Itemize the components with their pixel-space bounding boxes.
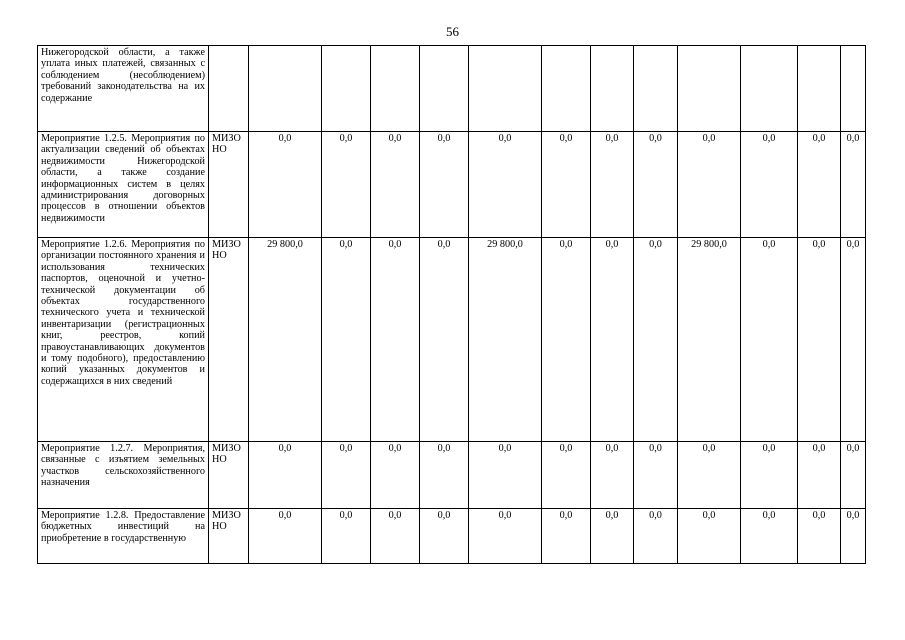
- value-cell: 0,0: [841, 509, 866, 564]
- activity-name-cell: Мероприятие 1.2.8. Предоставление бюджетных инвестиций на приобретение в государственную: [38, 509, 209, 564]
- value-cell: [798, 46, 841, 132]
- value-cell: [542, 46, 591, 132]
- activity-name-cell: Нижегородской области, а также уплата иных платежей, связанных с соблюдением (несоблюдением) требований законодательства на их содержание: [38, 46, 209, 132]
- value-cell: [322, 46, 371, 132]
- value-cell: 0,0: [322, 238, 371, 442]
- value-cell: 0,0: [371, 238, 420, 442]
- value-cell: 0,0: [469, 442, 542, 509]
- value-cell: 0,0: [371, 132, 420, 238]
- value-cell: 0,0: [678, 442, 741, 509]
- value-cell: 0,0: [678, 509, 741, 564]
- value-cell: 0,0: [841, 238, 866, 442]
- value-cell: [420, 46, 469, 132]
- value-cell: 0,0: [542, 442, 591, 509]
- value-cell: 0,0: [798, 509, 841, 564]
- value-cell: 0,0: [420, 238, 469, 442]
- value-cell: 0,0: [591, 509, 634, 564]
- value-cell: 0,0: [591, 238, 634, 442]
- value-cell: 0,0: [591, 442, 634, 509]
- executor-cell: МИЗО НО: [209, 238, 249, 442]
- value-cell: 0,0: [841, 132, 866, 238]
- value-cell: 0,0: [591, 132, 634, 238]
- value-cell: [841, 46, 866, 132]
- value-cell: 29 800,0: [469, 238, 542, 442]
- value-cell: 0,0: [249, 509, 322, 564]
- value-cell: 0,0: [322, 132, 371, 238]
- value-cell: 0,0: [798, 442, 841, 509]
- executor-cell: МИЗО НО: [209, 442, 249, 509]
- executor-cell: МИЗО НО: [209, 509, 249, 564]
- value-cell: 0,0: [542, 509, 591, 564]
- budget-table: [37, 45, 866, 564]
- value-cell: [371, 46, 420, 132]
- value-cell: 0,0: [249, 442, 322, 509]
- activity-name-cell: Мероприятие 1.2.6. Мероприятия по организации постоянного хранения и использования технических паспортов, оценочной и учетно-технической документации об объектах государственного технического учета и технической инвентаризации (регистрационных книг, реестров, копий правоустанавливающих документов и тому подобного), предоставлению копий указанных документов и содержащихся в них сведений: [38, 238, 209, 442]
- value-cell: 0,0: [542, 132, 591, 238]
- value-cell: 0,0: [420, 132, 469, 238]
- value-cell: 0,0: [741, 509, 798, 564]
- activity-name-cell: Мероприятие 1.2.5. Мероприятия по актуализации сведений об объектах недвижимости Нижегородской области, а также создание информационных систем в целях администрирования договорных процессов в отношении объектов недвижимости: [38, 132, 209, 238]
- value-cell: 0,0: [322, 509, 371, 564]
- value-cell: 0,0: [249, 132, 322, 238]
- value-cell: 0,0: [469, 509, 542, 564]
- value-cell: 0,0: [634, 132, 678, 238]
- value-cell: 0,0: [371, 442, 420, 509]
- page-number: 56: [446, 24, 459, 39]
- value-cell: 0,0: [420, 442, 469, 509]
- executor-cell: [209, 46, 249, 132]
- value-cell: 0,0: [634, 238, 678, 442]
- table-row: [38, 509, 866, 564]
- value-cell: 0,0: [741, 238, 798, 442]
- value-cell: 0,0: [542, 238, 591, 442]
- value-cell: 0,0: [371, 509, 420, 564]
- value-cell: 0,0: [741, 442, 798, 509]
- value-cell: 0,0: [798, 238, 841, 442]
- value-cell: [249, 46, 322, 132]
- value-cell: 0,0: [741, 132, 798, 238]
- value-cell: 0,0: [798, 132, 841, 238]
- value-cell: 0,0: [678, 132, 741, 238]
- value-cell: [678, 46, 741, 132]
- value-cell: 29 800,0: [678, 238, 741, 442]
- value-cell: 0,0: [634, 509, 678, 564]
- value-cell: 0,0: [634, 442, 678, 509]
- table-row: [38, 238, 866, 442]
- activity-name-cell: Мероприятие 1.2.7. Мероприятия, связанные с изъятием земельных участков сельскохозяйственного назначения: [38, 442, 209, 509]
- value-cell: [634, 46, 678, 132]
- executor-cell: МИЗО НО: [209, 132, 249, 238]
- value-cell: 0,0: [841, 442, 866, 509]
- value-cell: 0,0: [420, 509, 469, 564]
- table-row: [38, 442, 866, 509]
- value-cell: 0,0: [469, 132, 542, 238]
- value-cell: [591, 46, 634, 132]
- value-cell: 29 800,0: [249, 238, 322, 442]
- value-cell: [469, 46, 542, 132]
- table-row: [38, 132, 866, 238]
- value-cell: [741, 46, 798, 132]
- value-cell: 0,0: [322, 442, 371, 509]
- table-row: [38, 46, 866, 132]
